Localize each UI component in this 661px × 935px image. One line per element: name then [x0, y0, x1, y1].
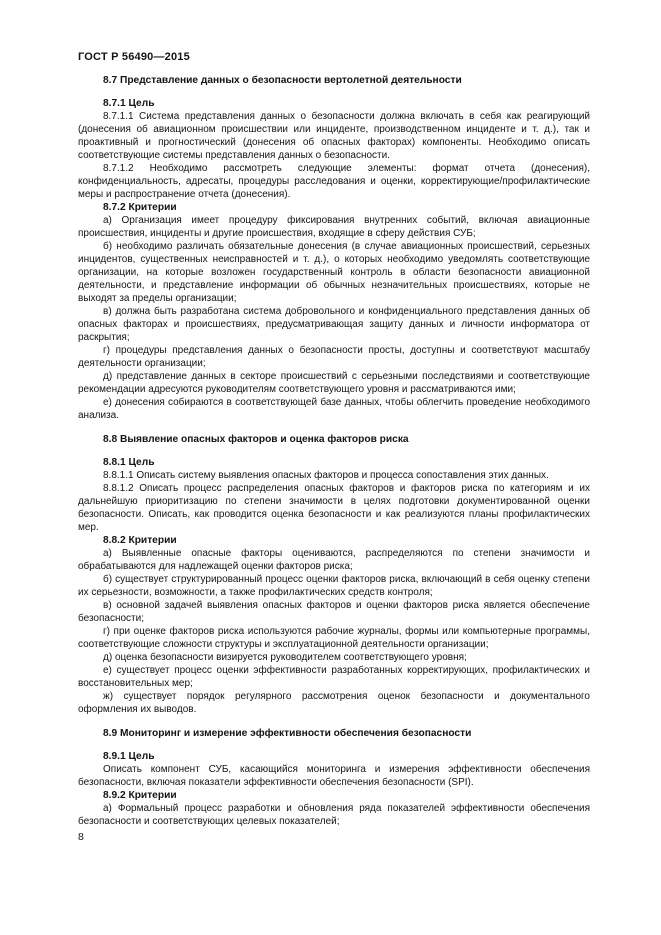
list-item-paragraph: а) Выявленные опасные факторы оцениваются, распределяются по степени значимости и обрабатываются для надлежащей оценки факторов риска;: [78, 548, 590, 572]
page-number: 8: [78, 831, 84, 843]
list-item-paragraph: д) представление данных в секторе происшествий с серьезными последствиями и соответствующие рекомендации адресуются руководителям соответствующего уровня и рассматриваются ими;: [78, 371, 590, 395]
section-heading-8-9: 8.9 Мониторинг и измерение эффективности обеспечения безопасности: [103, 728, 472, 739]
list-item-paragraph: в) основной задачей выявления опасных факторов и оценки факторов риска является обеспечение безопасности;: [78, 600, 590, 624]
list-item-paragraph: е) донесения собираются в соответствующей базе данных, чтобы облегчить проведение необходимого анализа.: [78, 397, 590, 421]
document-content: [78, 74, 590, 828]
section-heading-8-8: 8.8 Выявление опасных факторов и оценка факторов риска: [103, 434, 409, 445]
subsection-heading-8-8-2: 8.8.2 Критерии: [103, 535, 177, 546]
list-item-paragraph: е) существует процесс оценки эффективности разработанных корректирующих, профилактических и восстановительных мер;: [78, 665, 590, 689]
paragraph: 8.8.1.2 Описать процесс распределения опасных факторов и факторов риска по категориям и их дальнейшую приоритизацию по степени значимости в целях подготовки документированной оценки безопасности. Описать, как проводится оценка безопасности и как реализуются планы профилактических мер.: [78, 483, 590, 533]
subsection-heading-8-7-2: 8.7.2 Критерии: [103, 202, 177, 213]
list-item-paragraph: а) Организация имеет процедуру фиксирования внутренних событий, включая авиационные происшествия, инциденты и другие происшествия, входящие в сферу действия СУБ;: [78, 215, 590, 239]
subsection-heading-8-9-2: 8.9.2 Критерии: [103, 790, 177, 801]
subsection-heading-8-7-1: 8.7.1 Цель: [103, 98, 155, 109]
subsection-heading-8-8-1: 8.8.1 Цель: [103, 457, 155, 468]
list-item-paragraph: ж) существует порядок регулярного рассмотрения оценок безопасности и документального оформления их выводов.: [78, 691, 590, 715]
list-item-paragraph: б) существует структурированный процесс оценки факторов риска, включающий в себя оценку степени их серьезности, возможности, а также профилактических средств контроля;: [78, 574, 590, 598]
paragraph: Описать компонент СУБ, касающийся мониторинга и измерения эффективности обеспечения безопасности, включая показатели эффективности обеспечения безопасности (SPI).: [78, 764, 590, 788]
paragraph: 8.8.1.1 Описать систему выявления опасных факторов и процесса сопоставления этих данных.: [103, 470, 549, 481]
paragraph: 8.7.1.2 Необходимо рассмотреть следующие элементы: формат отчета (донесения), конфиденциальность, адресаты, процедуры расследования и оценки, корректирующие/профилактические меры и распространение отчета (донесения).: [78, 163, 590, 200]
list-item-paragraph: д) оценка безопасности визируется руководителем соответствующего уровня;: [103, 652, 467, 663]
list-item-paragraph: б) необходимо различать обязательные донесения (в случае авиационных происшествий, серьезных инцидентов, существенных неисправностей и т. д.), о которых необходимо уведомлять соответствующие организации, на которые возложен государственный контроль в области безопасности авиационной деятельности, и представление информации об обычных незначительных происшествиях, которые не выходят за пределы организации;: [78, 241, 590, 304]
section-heading-8-7: 8.7 Представление данных о безопасности вертолетной деятельности: [103, 75, 462, 86]
list-item-paragraph: в) должна быть разработана система добровольного и конфиденциального представления данных об опасных факторах и происшествиях, предусматривающая защиту данных и личности информатора от раскрытия;: [78, 306, 590, 343]
list-item-paragraph: г) процедуры представления данных о безопасности просты, доступны и соответствуют масштабу деятельности организации;: [78, 345, 590, 369]
running-header: ГОСТ Р 56490—2015: [78, 51, 190, 63]
list-item-paragraph: г) при оценке факторов риска используются рабочие журналы, формы или компьютерные программы, соответствующие сложности структуры и эксплуатационной деятельности организации;: [78, 626, 590, 650]
paragraph: 8.7.1.1 Система представления данных о безопасности должна включать в себя как реагирующий (донесения об авиационном происшествии или инциденте, производственном инциденте и т. д.), так и проактивный и прогностический (донесения об опасных факторах) компоненты. Необходимо описать соответствующие системы представления данных о безопасности.: [78, 111, 590, 161]
subsection-heading-8-9-1: 8.9.1 Цель: [103, 751, 155, 762]
list-item-paragraph: а) Формальный процесс разработки и обновления ряда показателей эффективности обеспечения безопасности и соответствующих целевых показателей;: [78, 803, 590, 827]
